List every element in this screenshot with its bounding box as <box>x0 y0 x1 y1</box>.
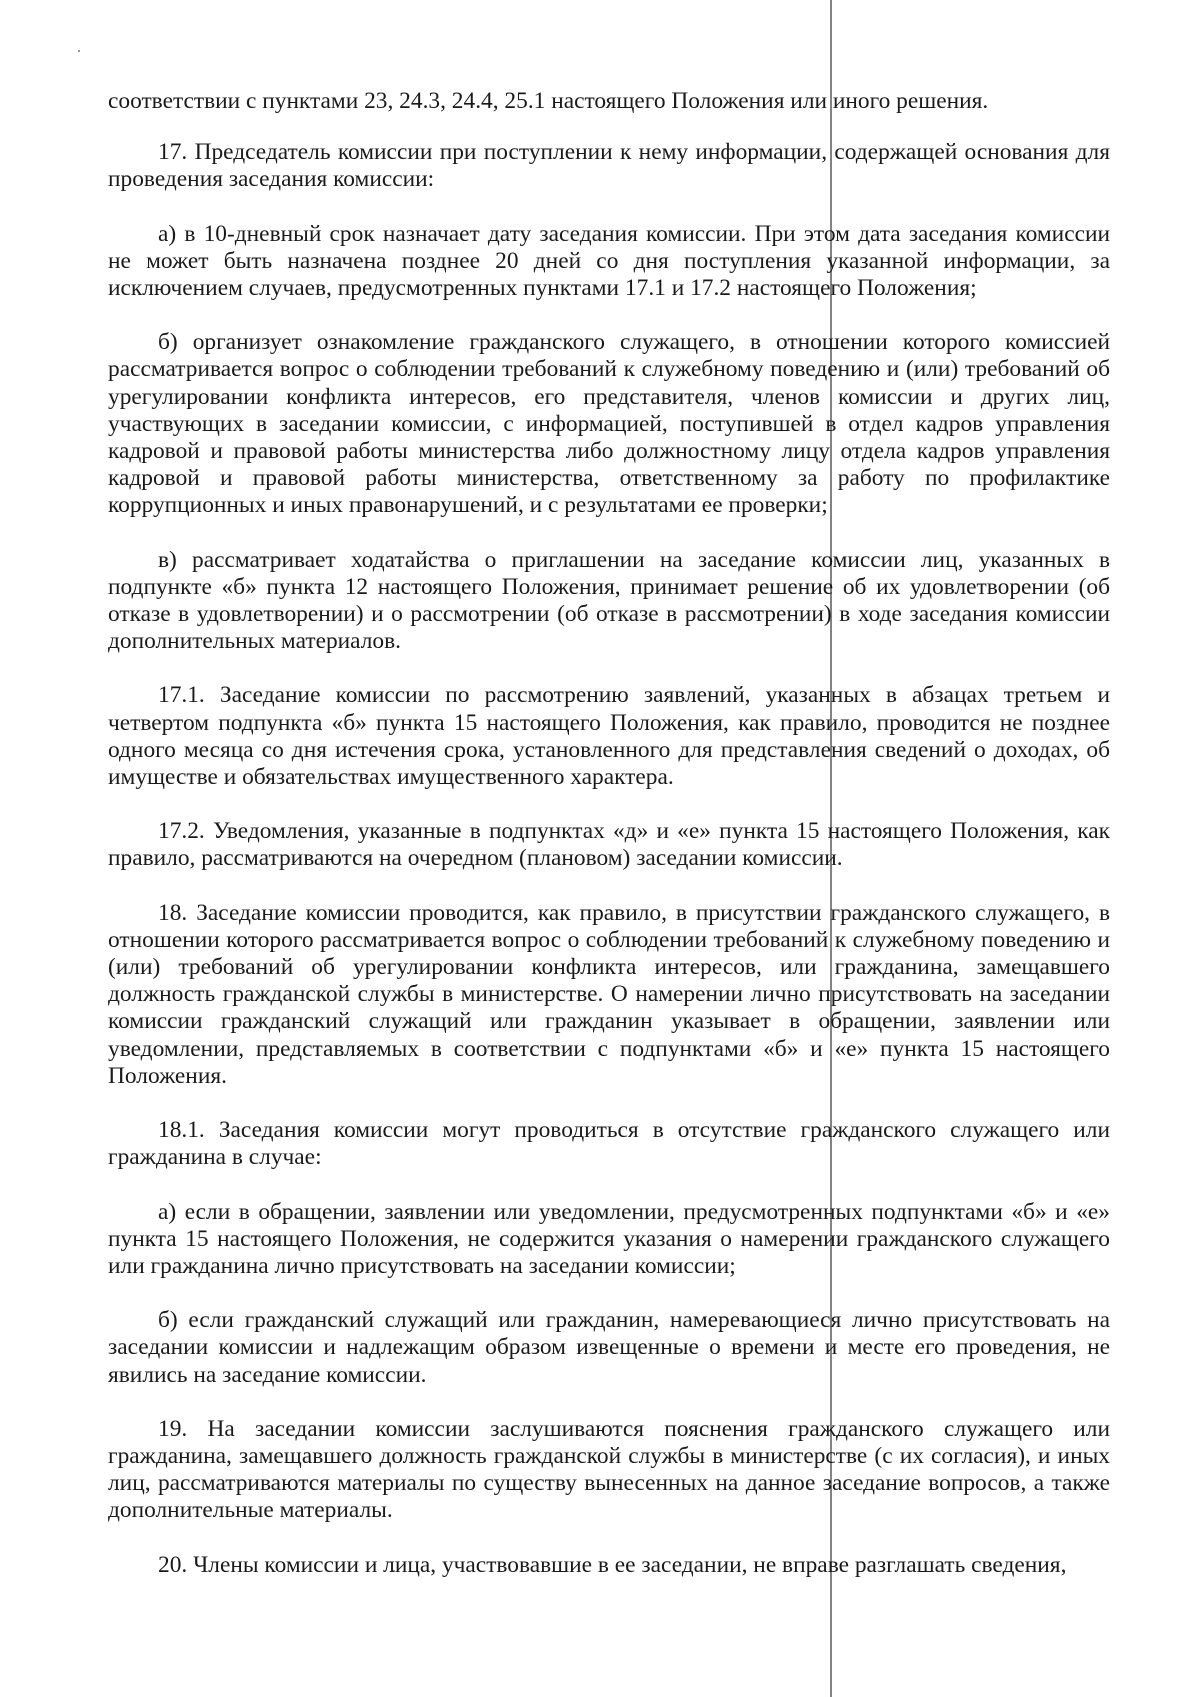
paragraph-18-1: 18.1. Заседания комиссии могут проводиться в отсутствие гражданского служащего или гражданина в случае: <box>108 1117 1110 1171</box>
paragraph-18: 18. Заседание комиссии проводится, как правило, в присутствии гражданского служащего, в отношении которого рассматривается вопрос о соблюдении требований к служебному поведению и (или) требований об урегулировании конфликта интересов, или гражданина, замещавшего должность гражданской службы в министерстве. О намерении лично присутствовать на заседании комиссии гражданский служащий или гражданин указывает в обращении, заявлении или уведомлении, представляемых в соответствии с подпунктами «б» и «е» пункта 15 настоящего Положения. <box>108 899 1110 1089</box>
paragraph-17: 17. Председатель комиссии при поступлении к нему информации, содержащей основания для проведения заседания комиссии: <box>108 139 1110 193</box>
paragraph-17-v: в) рассматривает ходатайства о приглашении на заседание комиссии лиц, указанных в подпункте «б» пункта 12 настоящего Положения, принимает решение об их удовлетворении (об отказе в удовлетворении) и о рассмотрении (об отказе в рассмотрении) в ходе заседания комиссии дополнительных материалов. <box>108 546 1110 655</box>
document-body <box>108 88 1110 1606</box>
scan-speck <box>78 50 80 52</box>
paragraph-continuation: соответствии с пунктами 23, 24.3, 24.4, 25.1 настоящего Положения или иного решения. <box>108 88 989 114</box>
paragraph-17-1: 17.1. Заседание комиссии по рассмотрению заявлений, указанных в абзацах третьем и четвертом подпункта «б» пункта 15 настоящего Положения, как правило, проводится не позднее одного месяца со дня истечения срока, установленного для представления сведений о доходах, об имуществе и обязательствах имущественного характера. <box>108 682 1110 791</box>
paragraph-17-b: б) организует ознакомление гражданского служащего, в отношении которого комиссией рассматривается вопрос о соблюдении требований к служебному поведению и (или) требований об урегулировании конфликта интересов, его представителя, членов комиссии и других лиц, участвующих в заседании комиссии, с информацией, поступившей в отдел кадров управления кадровой и правовой работы министерства либо должностному лицу отдела кадров управления кадровой и правовой работы министерства, ответственному за работу по профилактике коррупционных и иных правонарушений, и с результатами ее проверки; <box>108 329 1110 519</box>
paragraph-17-2: 17.2. Уведомления, указанные в подпунктах «д» и «е» пункта 15 настоящего Положения, как правило, рассматриваются на очередном (плановом) заседании комиссии. <box>108 818 1110 872</box>
paragraph-18-1-b: б) если гражданский служащий или гражданин, намеревающиеся лично присутствовать на заседании комиссии и надлежащим образом извещенные о времени и месте его проведения, не явились на заседание комиссии. <box>108 1307 1110 1388</box>
paragraph-19: 19. На заседании комиссии заслушиваются пояснения гражданского служащего или гражданина, замещавшего должность гражданской службы в министерстве (с их согласия), и иных лиц, рассматриваются материалы по существу вынесенных на данное заседание вопросов, а также дополнительные материалы. <box>108 1415 1110 1524</box>
paragraph-20: 20. Члены комиссии и лица, участвовавшие в ее заседании, не вправе разглашать сведения, <box>158 1551 1067 1578</box>
paragraph-18-1-a: а) если в обращении, заявлении или уведомлении, предусмотренных подпунктами «б» и «е» пункта 15 настоящего Положения, не содержится указания о намерении гражданского служащего или гражданина лично присутствовать на заседании комиссии; <box>108 1198 1110 1279</box>
paragraph-17-a: а) в 10-дневный срок назначает дату заседания комиссии. При этом дата заседания комиссии не может быть назначена позднее 20 дней со дня поступления указанной информации, за исключением случаев, предусмотренных пунктами 17.1 и 17.2 настоящего Положения; <box>108 220 1110 302</box>
